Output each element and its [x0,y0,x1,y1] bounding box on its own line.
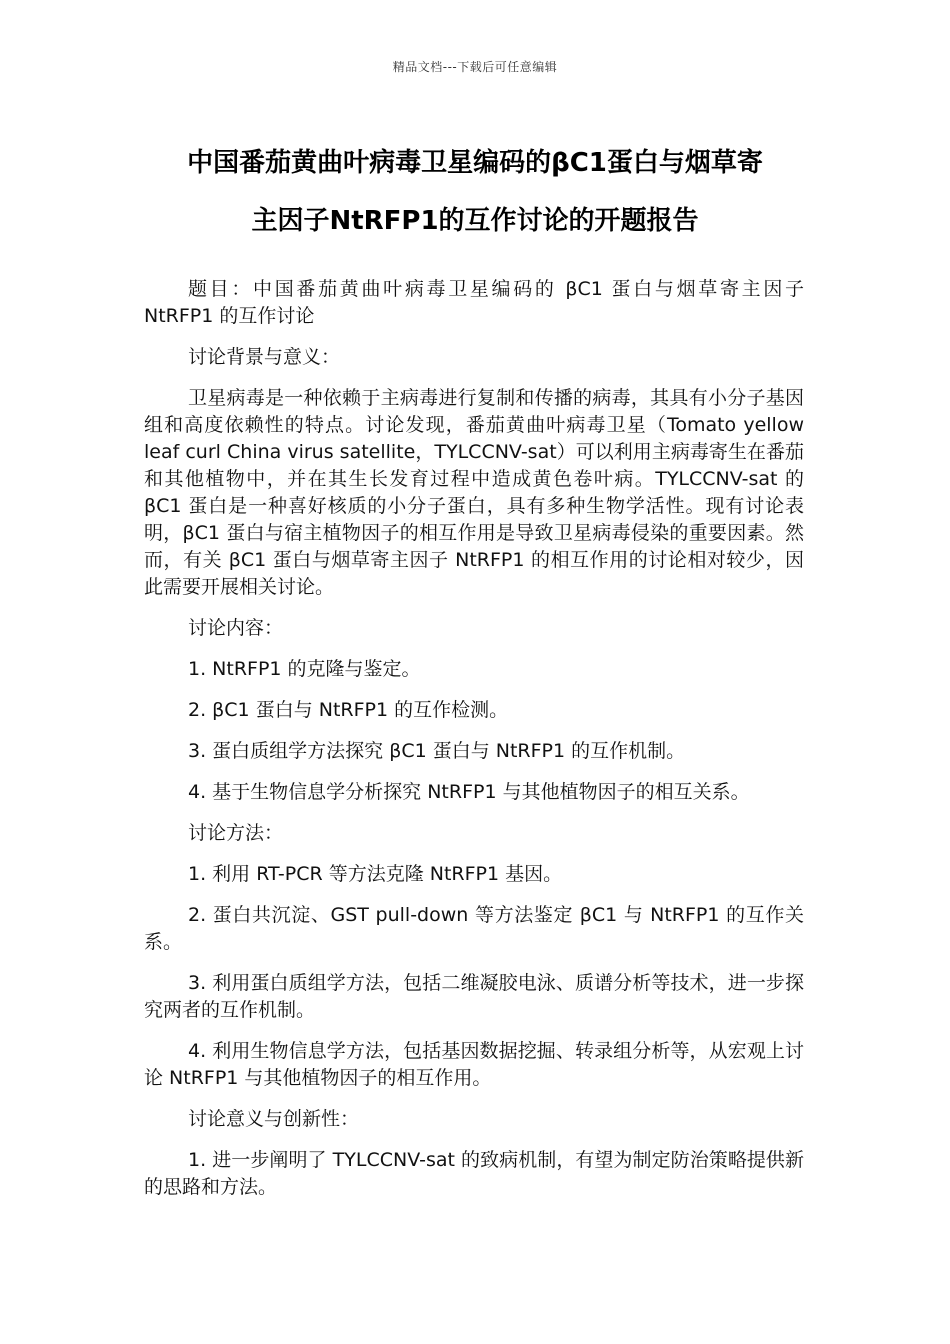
significance-heading: 讨论意义与创新性： [188,1108,360,1130]
document-title [130,134,820,250]
header-note: 精品文档---下载后可任意编辑 [392,60,558,74]
method-item: 3. 利用蛋白质组学方法，包括二维凝胶电泳、质谱分析等技术，进一步探究两者的互作机制。 [144,972,804,1021]
content-item: 3. 蛋白质组学方法探究 βC1 蛋白与 NtRFP1 的互作机制。 [188,740,686,762]
content-item: 4. 基于生物信息学分析探究 NtRFP1 与其他植物因子的相互关系。 [188,781,750,803]
background-paragraph: 卫星病毒是一种依赖于主病毒进行复制和传播的病毒，其具有小分子基因组和高度依赖性的特点。讨论发现，番茄黄曲叶病毒卫星（Tomato yellow leaf curl China virus satellite，TYLCCNV-sat）可以利用主病毒寄生在番茄和其他植物中，并在其生长发育过程中造成黄色卷叶病。TYLCCNV-sat 的 βC1 蛋白是一种喜好核质的小分子蛋白，具有多种生物学活性。现有讨论表明，βC1 蛋白与宿主植物因子的相互作用是导致卫星病毒侵染的重要因素。然而，有关 βC1 蛋白与烟草寄主因子 NtRFP1 的相互作用的讨论相对较少，因此需要开展相关讨论。 [144,387,804,598]
subject-paragraph: 题目：中国番茄黄曲叶病毒卫星编码的 βC1 蛋白与烟草寄主因子 NtRFP1 的互作讨论 [144,278,804,327]
content-item: 1. NtRFP1 的克隆与鉴定。 [188,658,421,680]
method-item: 4. 利用生物信息学方法，包括基因数据挖掘、转录组分析等，从宏观上讨论 NtRFP1 与其他植物因子的相互作用。 [144,1040,804,1089]
significance-item: 1. 进一步阐明了 TYLCCNV-sat 的致病机制，有望为制定防治策略提供新的思路和方法。 [144,1149,804,1198]
method-heading: 讨论方法： [188,822,284,844]
method-item: 2. 蛋白共沉淀、GST pull-down 等方法鉴定 βC1 与 NtRFP1 的互作关系。 [144,904,804,953]
document-body [144,276,804,1215]
title-line-2: 主因子NtRFP1的互作讨论的开题报告 [251,206,699,236]
background-heading: 讨论背景与意义： [188,346,341,368]
title-line-1: 中国番茄黄曲叶病毒卫星编码的βC1蛋白与烟草寄 [187,148,763,178]
content-item: 2. βC1 蛋白与 NtRFP1 的互作检测。 [188,699,509,721]
content-heading: 讨论内容： [188,617,284,639]
method-item: 1. 利用 RT-PCR 等方法克隆 NtRFP1 基因。 [188,863,563,885]
